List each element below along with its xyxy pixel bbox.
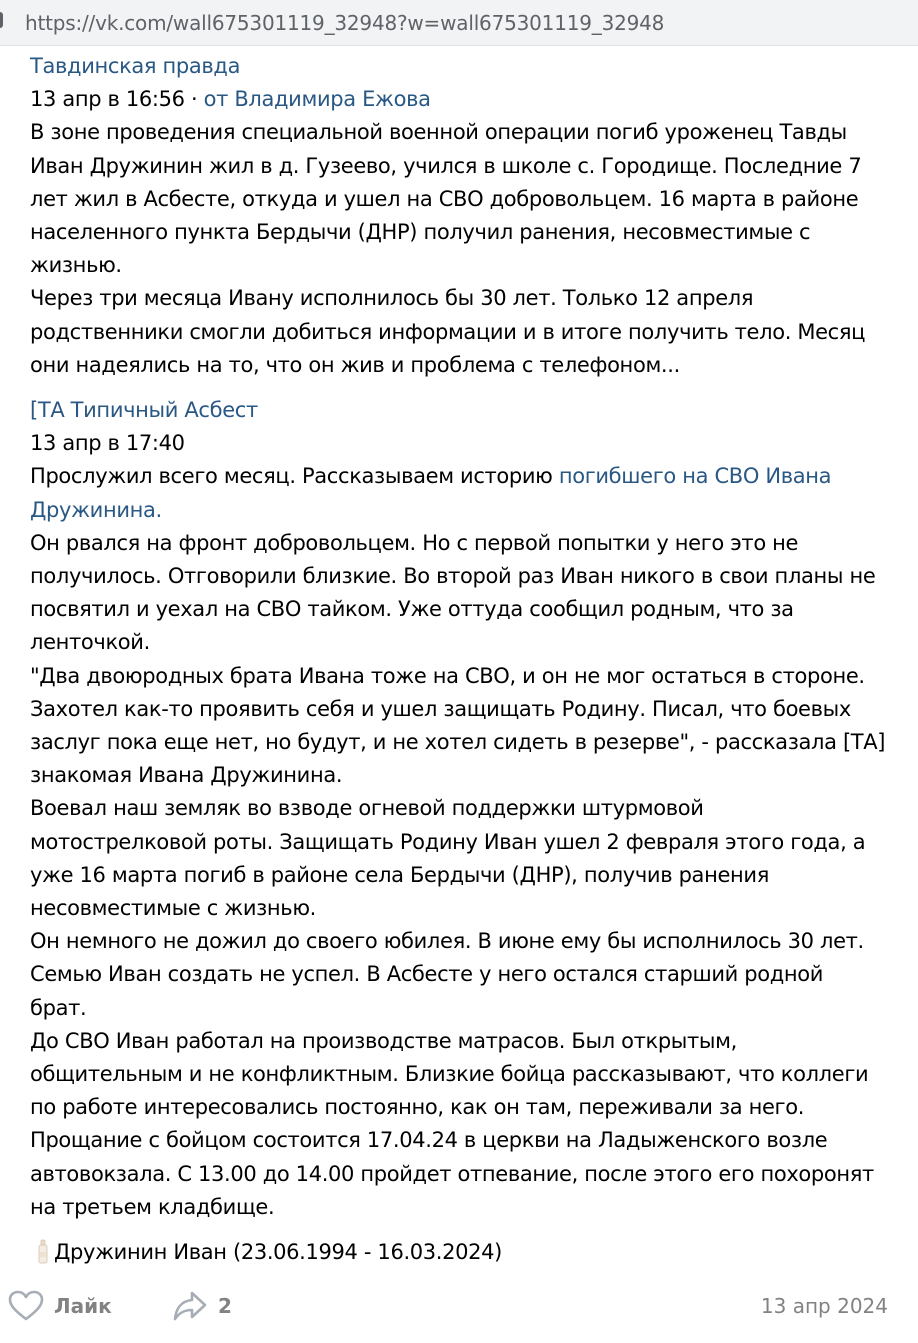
post-actions-bar <box>8 1284 888 1328</box>
post-source-link[interactable]: Тавдинская правда <box>30 54 241 78</box>
post-text-line: населенного пункта Бердычи (ДНР) получил ранения, несовместимые с <box>30 220 811 245</box>
post-author-link[interactable]: от Владимира Ежова <box>203 87 431 112</box>
like-label: Лайк <box>54 1294 112 1318</box>
post-body <box>30 460 900 1224</box>
post-tipichny-asbest <box>30 394 900 1224</box>
share-count: 2 <box>218 1294 232 1318</box>
post-tavda-pravda <box>30 50 900 382</box>
post-meta <box>30 83 900 116</box>
post-text-line: заслуг пока еще нет, но будут, и не хотел сидеть в резерве", - рассказала [ТА] <box>30 730 886 755</box>
post-text-line: мотострелковой роты. Защищать Родину Иван ушел 2 февраля этого года, а <box>30 829 866 854</box>
post-text-line: лет жил в Асбесте, откуда и ушел на СВО добровольцем. 16 марта в районе <box>30 186 859 211</box>
intro-text: Прослужил всего месяц. Рассказываем историю <box>30 464 559 489</box>
post-intro-line <box>30 460 900 493</box>
heart-icon <box>8 1290 44 1322</box>
meta-separator: · <box>184 87 204 112</box>
like-button[interactable] <box>8 1284 112 1328</box>
post-text-line: Через три месяца Ивану исполнилось бы 30 лет. Только 12 апреля <box>30 286 754 311</box>
post-text-line: Иван Дружинин жил в д. Гузеево, учился в школе с. Городище. Последние 7 <box>30 153 862 178</box>
browser-address-bar[interactable] <box>0 0 918 46</box>
post-body <box>30 116 900 382</box>
signature-text: Дружинин Иван (23.06.1994 - 16.03.2024) <box>54 1240 503 1264</box>
post-text-line: автовокзала. С 13.00 до 14.00 пройдет отпевание, после этого его похоронят <box>30 1161 874 1186</box>
post-date[interactable]: 13 апр в 17:40 <box>30 431 185 456</box>
post-text-line: получилось. Отговорили близкие. Во второй раз Иван никого в свои планы не <box>30 564 876 589</box>
post-text-line: В зоне проведения специальной военной операции погиб уроженец Тавды <box>30 120 847 145</box>
post-text-line: Захотел как-то проявить себя и ушел защищать Родину. Писал, что боевых <box>30 696 851 721</box>
post-text-line: Прощание с бойцом состоится 17.04.24 в церкви на Ладыженского возле <box>30 1128 828 1153</box>
post-text-line: на третьем кладбище. <box>30 1194 275 1219</box>
post-text-line: Он немного не дожил до своего юбилея. В июне ему бы исполнилось 30 лет. <box>30 929 864 954</box>
post-text-line: Он рвался на фронт добровольцем. Но с первой попытки у него это не <box>30 530 799 555</box>
post-text-line: они надеялись на то, что он жив и проблема с телефоном... <box>30 352 680 377</box>
post-text-line: До СВО Иван работал на производстве матрасов. Был открытым, <box>30 1028 737 1053</box>
post-text-line: Семью Иван создать не успел. В Асбесте у него остался старший родной <box>30 962 824 987</box>
post-text-line: "Два двоюродных брата Ивана тоже на СВО, и он не мог остаться в стороне. <box>30 663 865 688</box>
post-text-line: общительным и не конфликтным. Близкие бойца рассказывают, что коллеги <box>30 1062 869 1087</box>
post-source-link[interactable]: [ТА Типичный Асбест <box>30 398 258 422</box>
post-text-line: ленточкой. <box>30 630 150 655</box>
article-link-continued[interactable]: Дружинина. <box>30 497 162 522</box>
post-text-line: несовместимые с жизнью. <box>30 896 316 921</box>
post-text-line: жизнью. <box>30 253 122 278</box>
url-text[interactable]: https://vk.com/wall675301119_32948?w=wall675301119_32948 <box>25 11 665 35</box>
post-text-line: по работе интересовались постоянно, как он там, переживали за него. <box>30 1095 805 1120</box>
share-button[interactable] <box>172 1284 232 1328</box>
share-arrow-icon <box>172 1290 208 1322</box>
post-footer-date[interactable]: 13 апр 2024 <box>760 1294 888 1318</box>
post-text-line: знакомая Ивана Дружинина. <box>30 763 343 788</box>
post-text-line: Воевал наш земляк во взводе огневой поддержки штурмовой <box>30 796 704 821</box>
post-date[interactable]: 13 апр в 16:56 <box>30 87 185 112</box>
post-text-line: уже 16 марта погиб в районе села Бердычи (ДНР), получив ранения <box>30 862 769 887</box>
address-bar-edge-icon <box>0 12 3 28</box>
post-text-line: родственники смогли добиться информации и в итоге получить тело. Месяц <box>30 319 866 344</box>
signature-line <box>30 1232 502 1272</box>
post-text-line: брат. <box>30 995 87 1020</box>
article-link[interactable]: погибшего на СВО Ивана <box>558 464 832 489</box>
candle-icon <box>36 1238 50 1264</box>
post-text-line: посвятил и уехал на СВО тайком. Уже оттуда сообщил родным, что за <box>30 597 794 622</box>
